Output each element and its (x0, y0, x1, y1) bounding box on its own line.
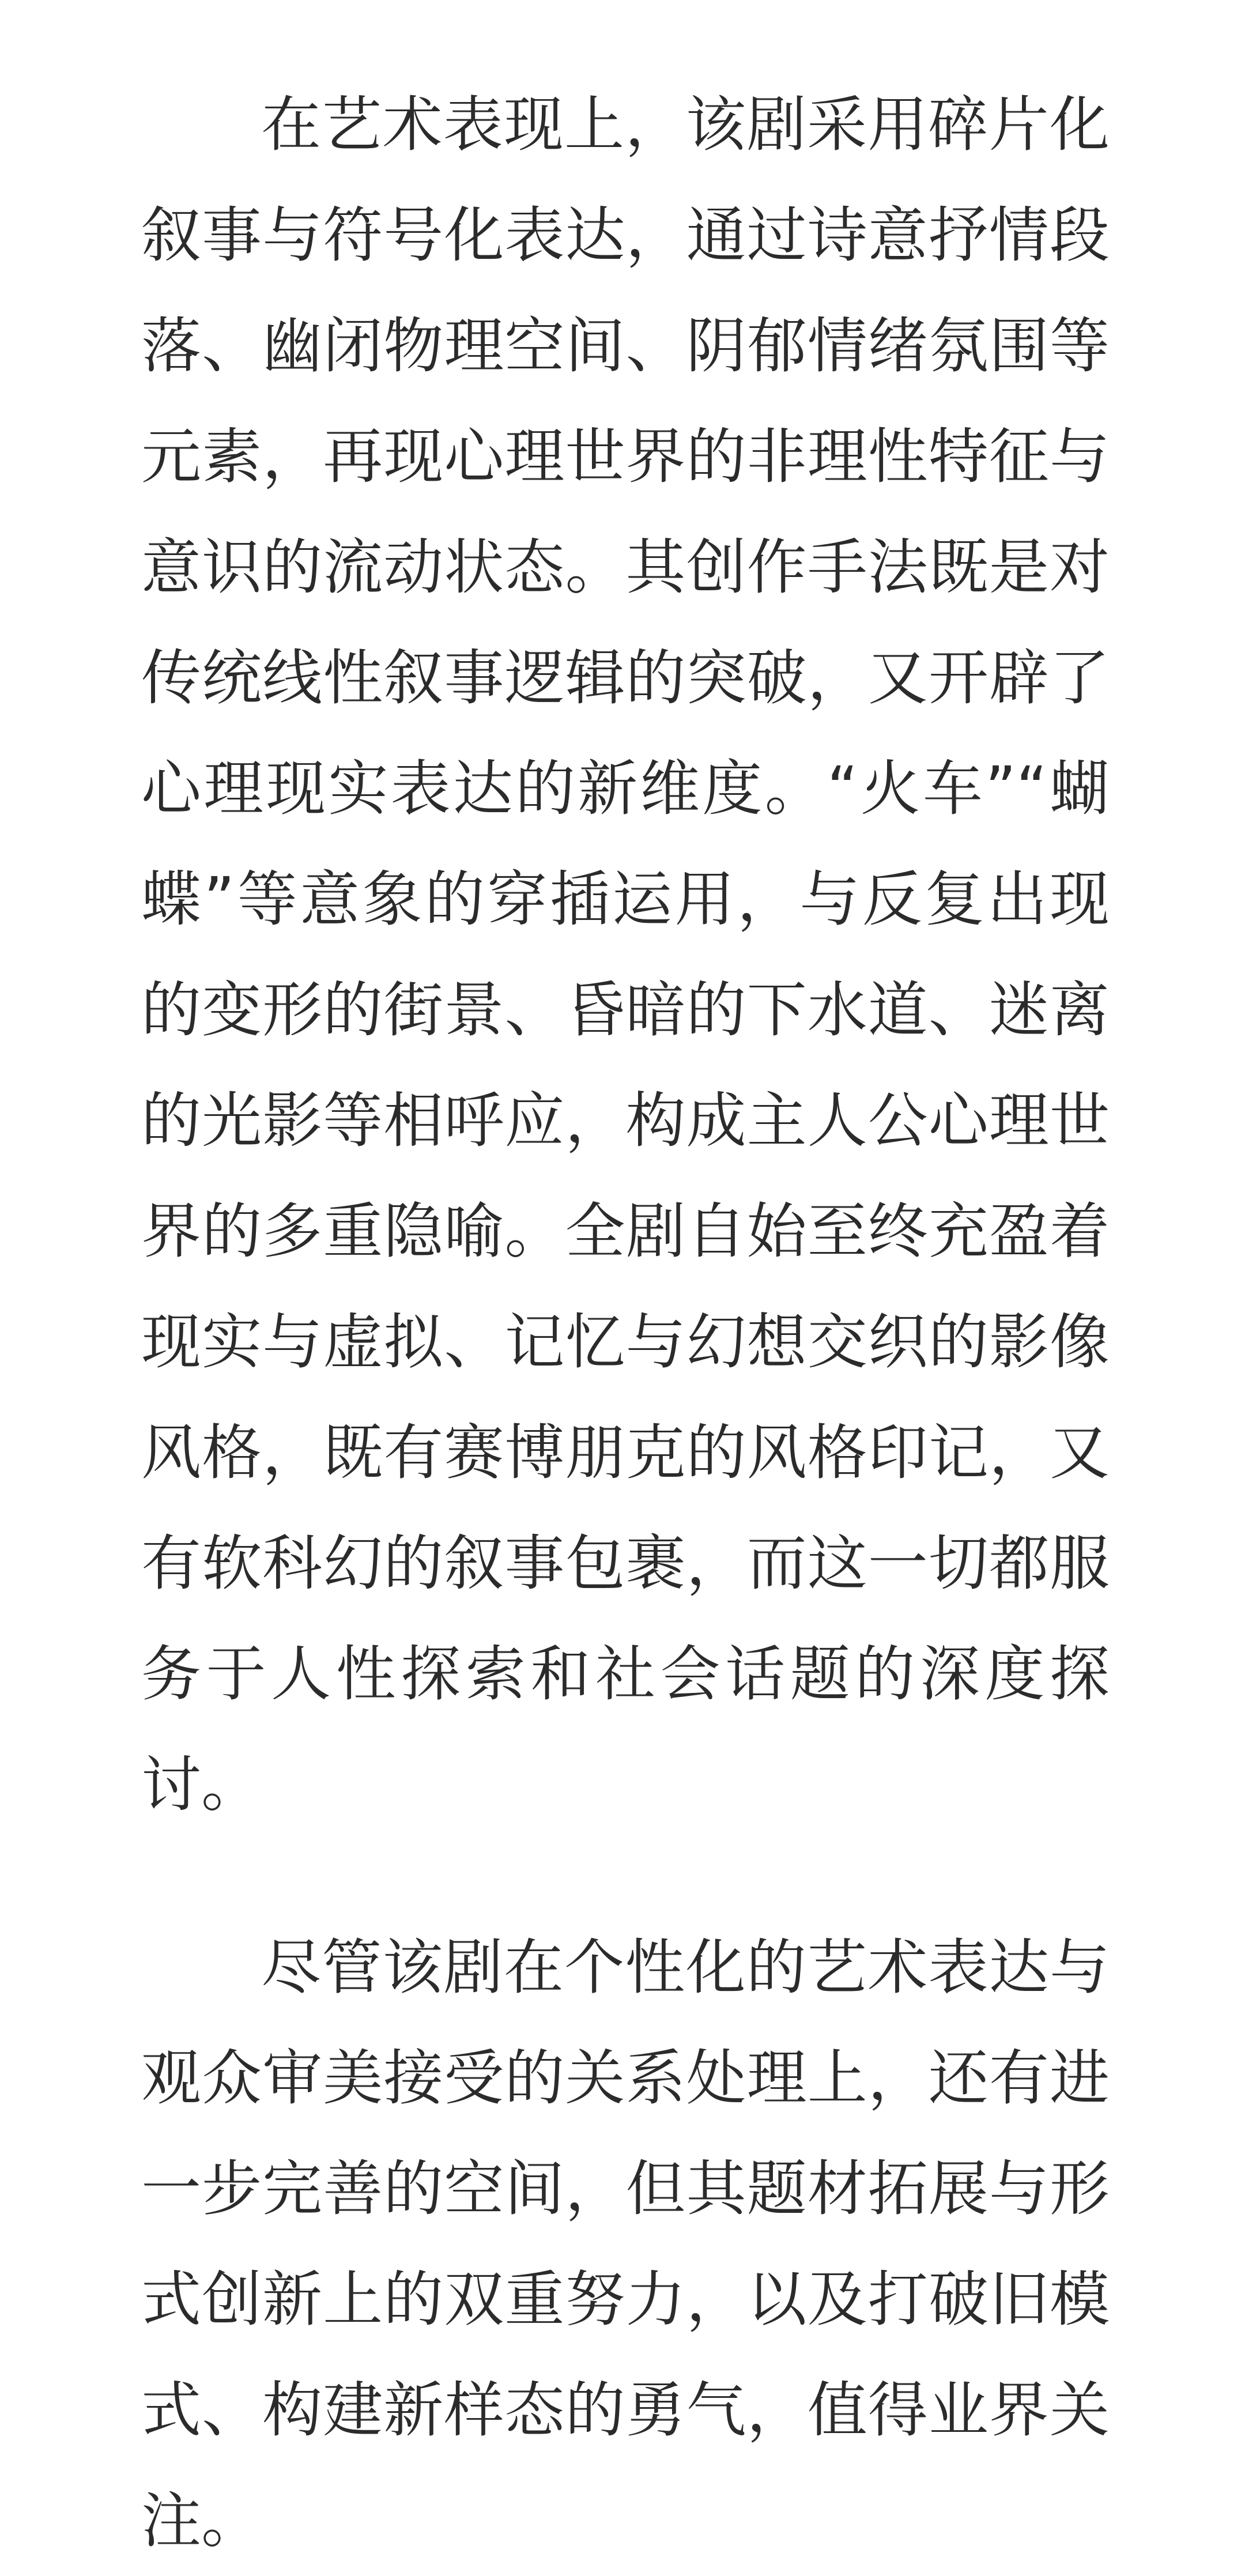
article-body (141, 69, 1110, 2576)
paragraph-conclusion: 尽管该剧在个性化的艺术表达与观众审美接受的关系处理上，还有进一步完善的空间，但其题材拓展与形式创新上的双重努力，以及打破旧模式、构建新样态的勇气，值得业界关注。 (141, 1932, 1110, 2556)
paragraph-artistic-expression: 在艺术表现上，该剧采用碎片化叙事与符号化表达，通过诗意抒情段落、幽闭物理空间、阴郁情绪氛围等元素，再现心理世界的非理性特征与意识的流动状态。其创作手法既是对传统线性叙事逻辑的突破，又开辟了心理现实表达的新维度。“火车”“蝴蝶”等意象的穿插运用，与反复出现的变形的街景、昏暗的下水道、迷离的光影等相呼应，构成主人公心理世界的多重隐喻。全剧自始至终充盈着现实与虚拟、记忆与幻想交织的影像风格，既有赛博朋克的风格印记，又有软科幻的叙事包裹，而这一切都服务于人性探索和社会话题的深度探讨。 (141, 89, 1110, 1820)
